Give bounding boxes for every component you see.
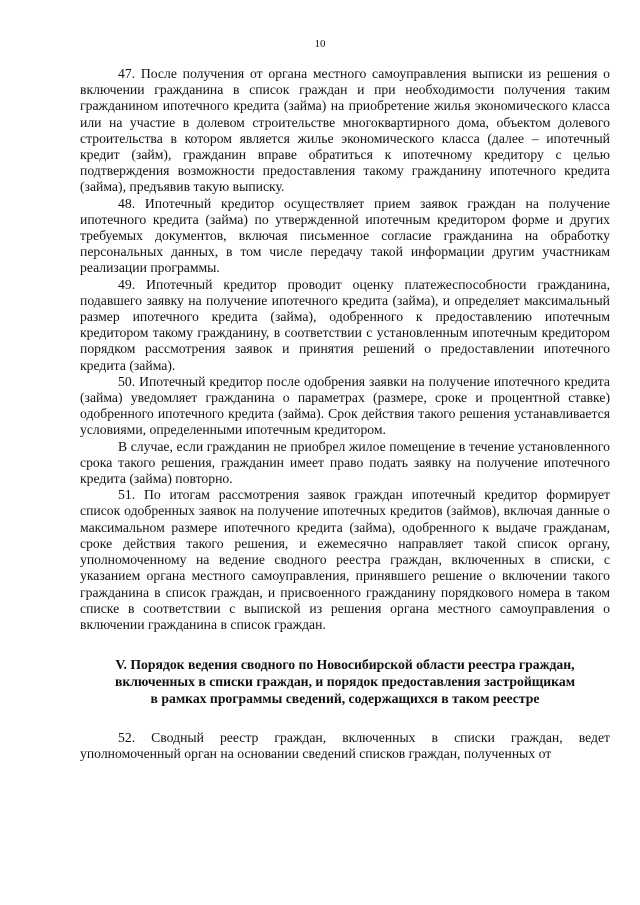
paragraph-47 (80, 66, 610, 196)
section-heading-line: V. Порядок ведения сводного по Новосибирской области реестра граждан, (115, 657, 575, 673)
paragraph-50-continued (80, 439, 610, 488)
paragraph-49 (80, 277, 610, 374)
paragraph-text: В случае, если гражданин не приобрел жилое помещение в течение установленного срока такого решения, гражданин имеет право подать заявку на получение ипотечного кредита (займа) повторно. (80, 438, 610, 487)
paragraph-50 (80, 374, 610, 439)
paragraph-number: 48. (118, 195, 136, 211)
paragraph-number: 47. (118, 66, 136, 81)
paragraph-text: Ипотечный кредитор после одобрения заявки на получение ипотечного кредита (займа) уведомляет гражданина о параметрах (размере, сроке и процентной ставке) одобренного ипотечного кредита (займа). Срок действия такого решения устанавливается условиями, определенными ипотечным кредитором. (80, 373, 611, 438)
page-number: 10 (314, 38, 326, 50)
document-body (80, 66, 610, 762)
paragraph-text: После получения от органа местного самоуправления выписки из решения о включении гражданина в список граждан и при необходимости получения таким гражданином ипотечного кредита (займа) на приобретение жилья экономического класса или на участие в долевом строительстве многоквартирного дома, объектом долевого строительства в котором является жилье экономического класса (далее – ипотечный кредит (займ), гражданин вправе обратиться к ипотечному кредитору с целью подтверждения возможности предоставления такому гражданину ипотечного кредита (займа), предъявив такую выписку. (80, 66, 610, 195)
section-heading-line: в рамках программы сведений, содержащихся в таком реестре (150, 690, 540, 706)
paragraph-text: По итогам рассмотрения заявок граждан ипотечный кредитор формирует список одобренных заявок на получение ипотечных кредитов (займов), включая данные о максимальном размере ипотечного кредита (займа), одобренного к выдаче гражданам, сроке действия такого решения, и ежемесячно направляет такой список органу, уполномоченному на ведение сводного реестра граждан, включенных в списки, с указанием органа местного самоуправления, принявшего решение о включении такого гражданина в список граждан, и присвоенного гражданину порядкового номера в таком списке в соответствии с выпиской из решения органа местного самоуправления о включении гражданина в список граждан. (80, 487, 611, 632)
paragraph-48 (80, 196, 610, 277)
paragraph-number: 51. (118, 487, 136, 503)
paragraph-text: Ипотечный кредитор проводит оценку платежеспособности гражданина, подавшего заявку на получение ипотечного кредита (займа), и определяет максимальный размер ипотечного кредита (займа), одобренного к предоставлению ипотечным кредитором такому гражданину, в соответствии с установленным ипотечным кредитором порядком рассмотрения заявок и принятия решений о предоставлении ипотечного кредита (займа). (80, 276, 610, 373)
paragraph-number: 49. (118, 276, 136, 292)
paragraph-text: Сводный реестр граждан, включенных в списки граждан, ведет уполномоченный орган на основании сведений списков граждан, полученных от (80, 729, 611, 761)
section-heading (80, 657, 610, 707)
paragraph-52 (80, 730, 610, 762)
paragraph-number: 52. (118, 729, 136, 745)
paragraph-number: 50. (118, 373, 136, 389)
paragraph-text: Ипотечный кредитор осуществляет прием заявок граждан на получение ипотечного кредита (займа) по утвержденной ипотечным кредитором форме и других требуемых документов, включая письменное согласие гражданина на обработку персональных данных, в том числе передачу такой информации другим участникам реализации программы. (80, 195, 611, 276)
section-heading-line: включенных в списки граждан, и порядок предоставления застройщикам (114, 673, 576, 689)
paragraph-51 (80, 487, 610, 633)
